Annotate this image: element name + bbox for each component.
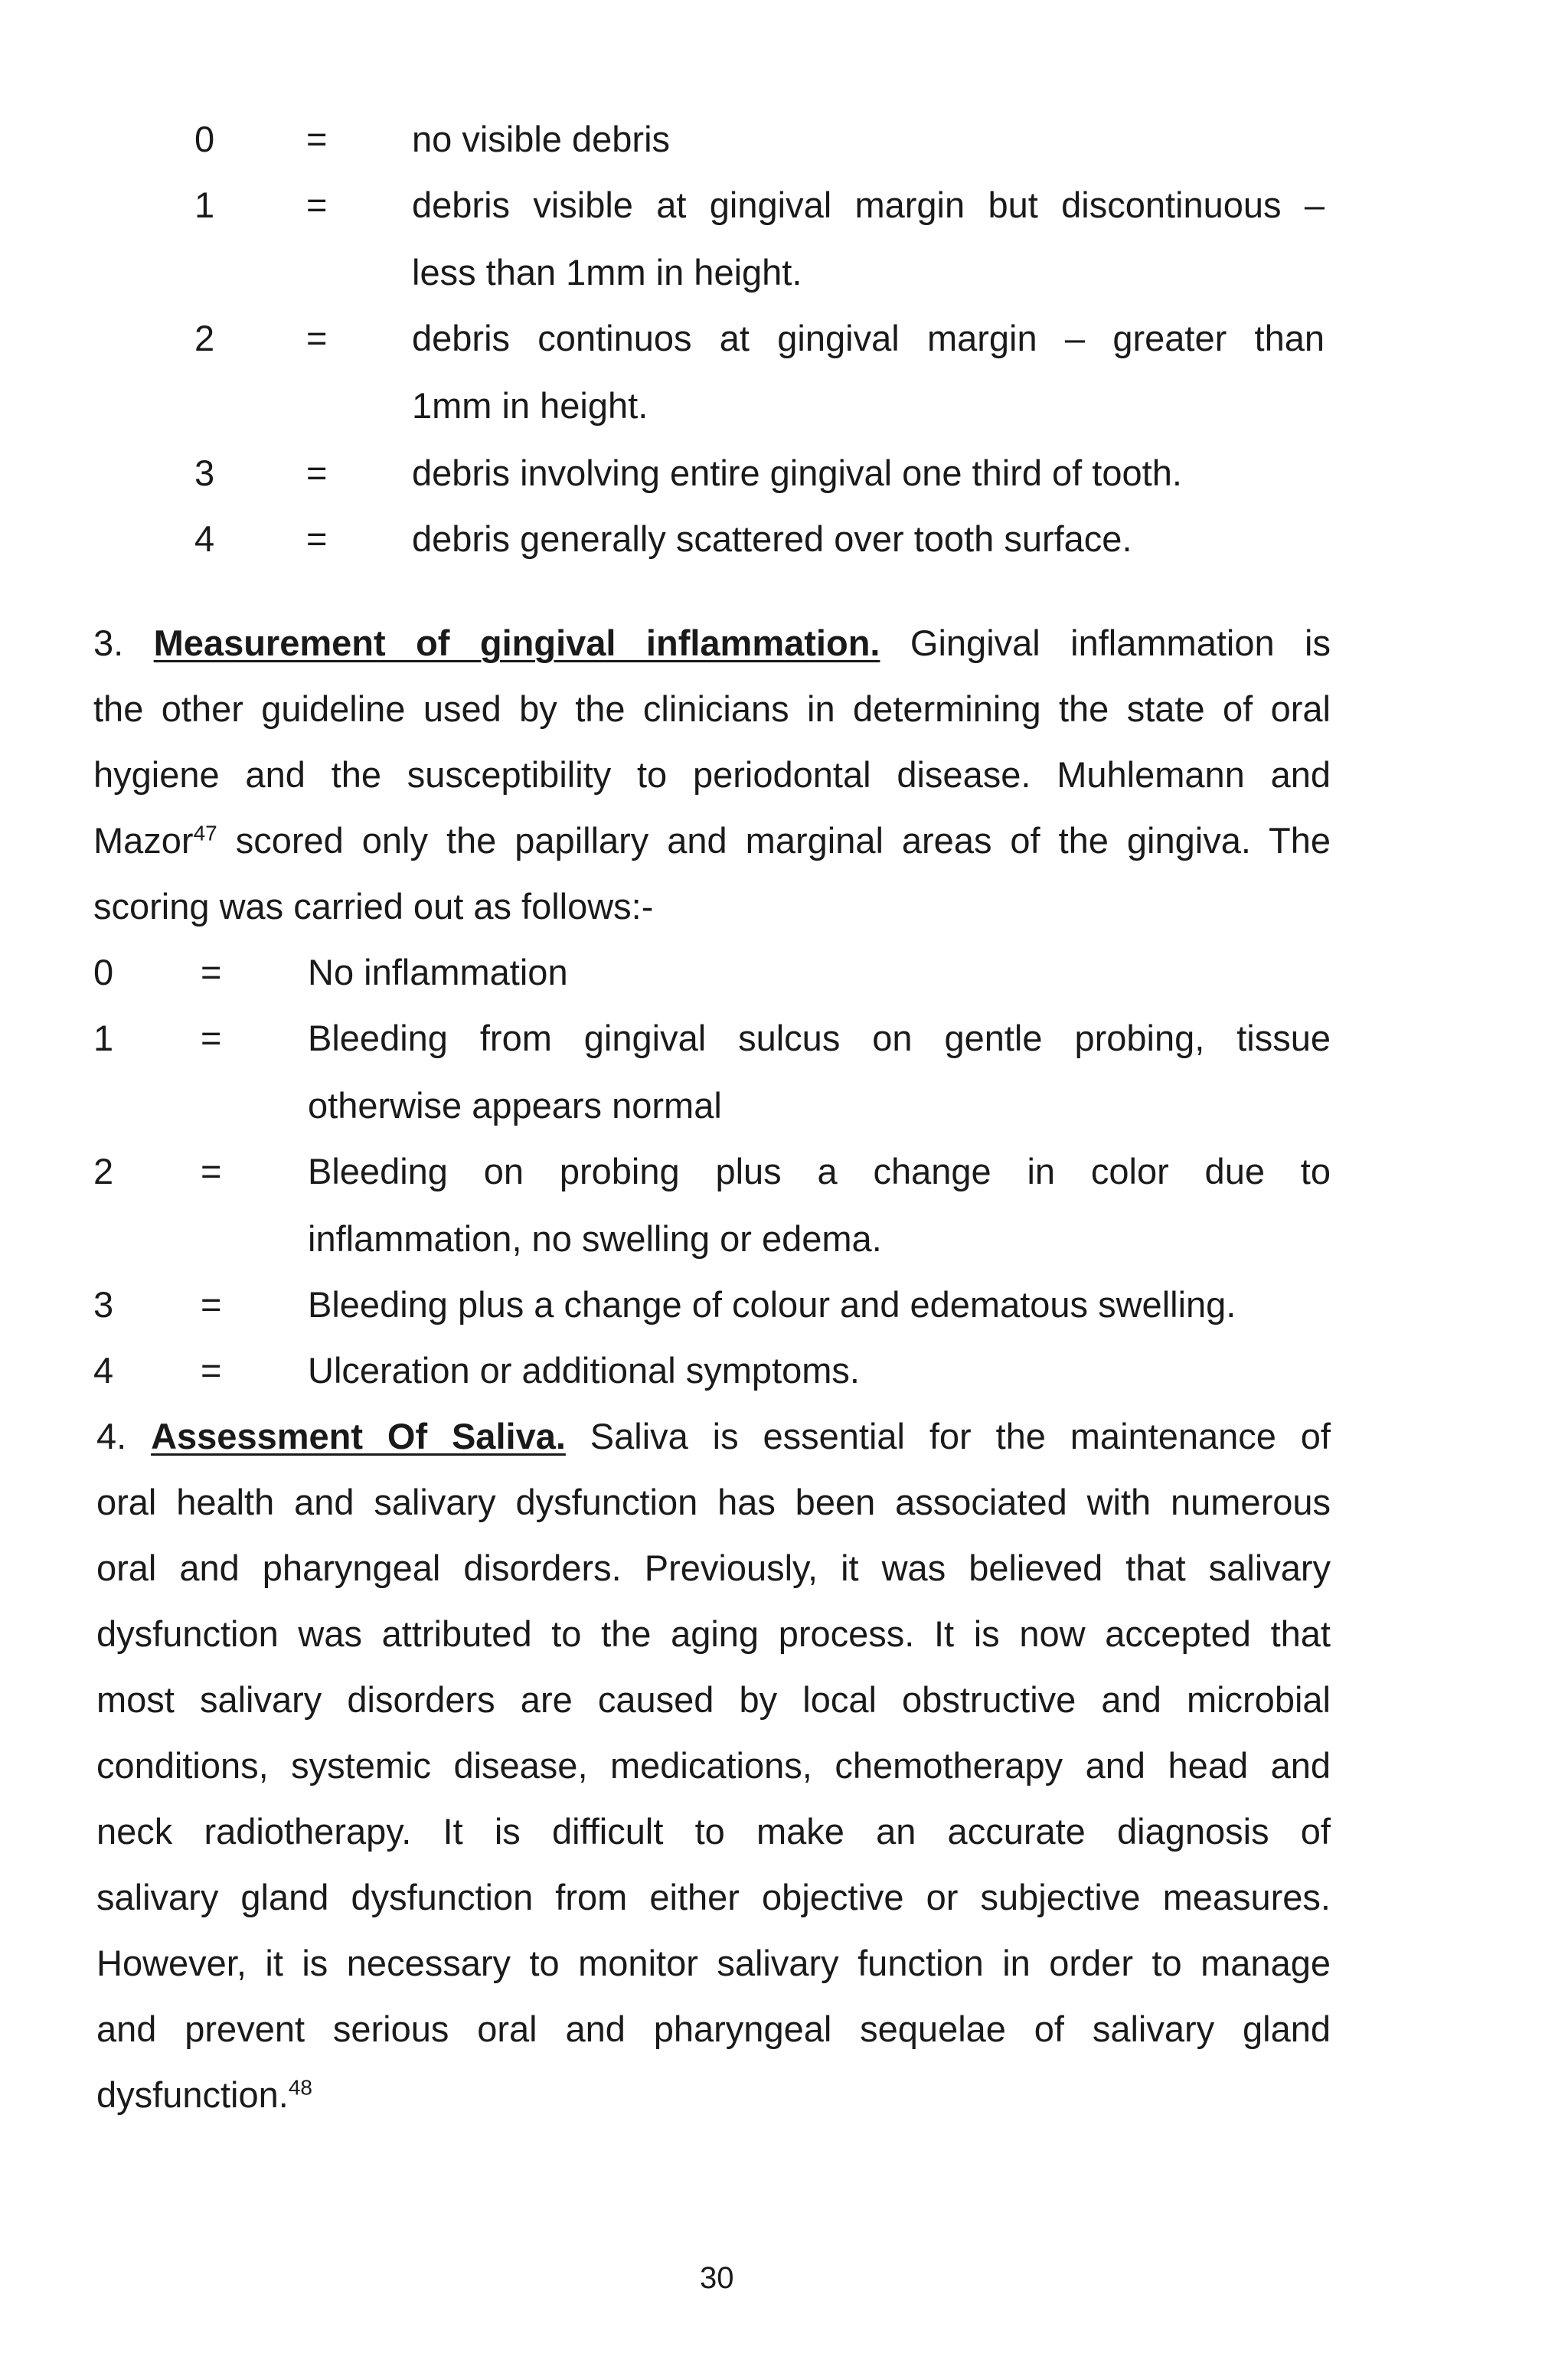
paragraph-line: conditions, systemic disease, medications, chemotherapy and head and	[96, 1745, 1331, 1786]
score-number: 0	[194, 119, 215, 159]
score-number: 1	[194, 185, 215, 225]
paragraph-line: salivary gland dysfunction from either objective or subjective measures.	[96, 1877, 1331, 1917]
author-name: Mazor	[93, 820, 194, 861]
paragraph-line: neck radiotherapy. It is difficult to make an accurate diagnosis of	[96, 1811, 1331, 1852]
score-description: debris generally scattered over tooth surface.	[412, 518, 1132, 559]
section-number: 3.	[93, 623, 124, 663]
paragraph-text: Gingival inflammation is	[910, 623, 1331, 663]
citation-superscript: 48	[288, 2075, 312, 2100]
equals-sign: =	[201, 1151, 222, 1191]
score-number: 0	[93, 952, 114, 992]
equals-sign: =	[306, 119, 328, 159]
score-description-cont: 1mm in height.	[412, 385, 648, 426]
equals-sign: =	[201, 1018, 222, 1058]
score-number: 1	[93, 1018, 114, 1058]
score-description: debris visible at gingival margin but discontinuous –	[412, 185, 1325, 225]
paragraph-text: dysfunction.	[96, 2074, 289, 2115]
section-number: 4.	[96, 1416, 127, 1456]
score-description-cont: less than 1mm in height.	[412, 252, 802, 293]
score-description-cont: inflammation, no swelling or edema.	[308, 1218, 882, 1259]
equals-sign: =	[306, 453, 328, 493]
paragraph-line: However, it is necessary to monitor salivary function in order to manage	[96, 1943, 1331, 1983]
equals-sign: =	[201, 1350, 222, 1391]
score-description: no visible debris	[412, 119, 671, 159]
score-description: Bleeding from gingival sulcus on gentle probing, tissue	[308, 1018, 1331, 1058]
equals-sign: =	[201, 1284, 222, 1325]
equals-sign: =	[306, 185, 328, 225]
section-heading: Assessment Of Saliva.	[151, 1416, 566, 1456]
score-description: Ulceration or additional symptoms.	[308, 1350, 860, 1391]
paragraph-line: most salivary disorders are caused by local obstructive and microbial	[96, 1679, 1331, 1720]
section-heading: Measurement of gingival inflammation.	[153, 623, 880, 663]
score-number: 3	[194, 453, 215, 493]
paragraph-line: dysfunction was attributed to the aging process. It is now accepted that	[96, 1613, 1331, 1654]
score-description: Bleeding on probing plus a change in color due to	[308, 1151, 1331, 1191]
score-description: No inflammation	[308, 952, 568, 992]
paragraph-line: oral and pharyngeal disorders. Previously, it was believed that salivary	[96, 1548, 1331, 1588]
paragraph-text: Saliva is essential for the maintenance of	[590, 1416, 1331, 1456]
score-number: 2	[93, 1151, 114, 1191]
paragraph-line	[96, 2072, 312, 2118]
section-4-first-line	[96, 1414, 1331, 1459]
paragraph-line	[93, 818, 1331, 864]
paragraph-line: scoring was carried out as follows:-	[93, 886, 654, 927]
score-description: debris continuos at gingival margin – greater than	[412, 318, 1325, 358]
section-3-first-line	[93, 620, 1331, 666]
score-number: 4	[93, 1350, 114, 1391]
paragraph-line: and prevent serious oral and pharyngeal sequelae of salivary gland	[96, 2009, 1331, 2049]
paragraph-text: scored only the papillary and marginal areas of the gingiva. The	[235, 820, 1331, 861]
score-number: 2	[194, 318, 215, 358]
page-number: 30	[700, 2261, 734, 2295]
score-number: 4	[194, 518, 215, 559]
equals-sign: =	[201, 952, 222, 992]
equals-sign: =	[306, 518, 328, 559]
equals-sign: =	[306, 318, 328, 358]
score-description-cont: otherwise appears normal	[308, 1085, 722, 1126]
paragraph-line: oral health and salivary dysfunction has been associated with numerous	[96, 1482, 1331, 1522]
score-number: 3	[93, 1284, 114, 1325]
citation-superscript: 47	[193, 821, 217, 845]
score-description: Bleeding plus a change of colour and edematous swelling.	[308, 1284, 1236, 1325]
paragraph-line: the other guideline used by the clinicians in determining the state of oral	[93, 688, 1331, 729]
score-description: debris involving entire gingival one third of tooth.	[412, 453, 1182, 493]
paragraph-line: hygiene and the susceptibility to periodontal disease. Muhlemann and	[93, 754, 1331, 795]
